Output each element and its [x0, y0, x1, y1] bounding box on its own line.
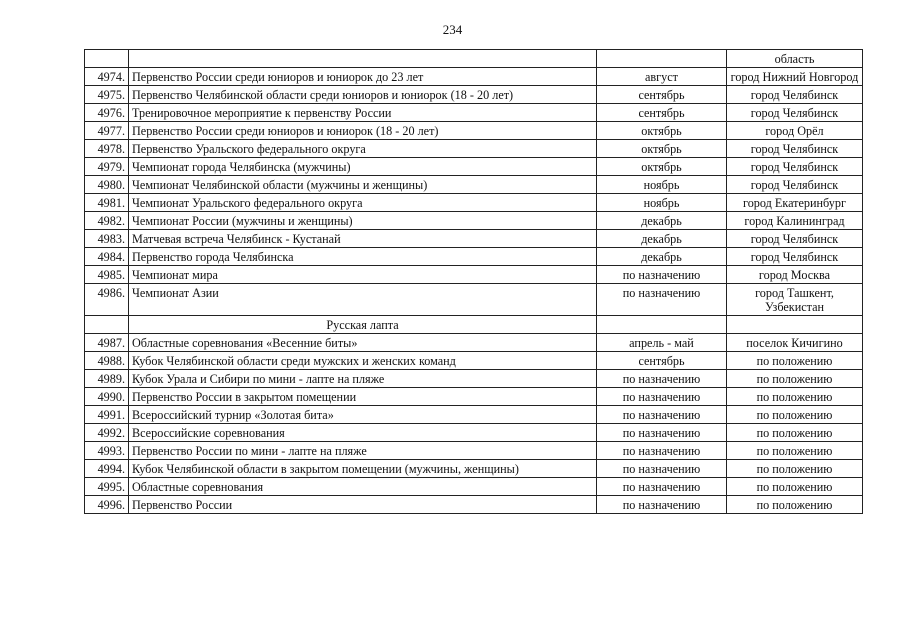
table-row	[85, 352, 863, 370]
event-place-cell: город Челябинск	[727, 86, 863, 104]
events-table-body	[85, 50, 863, 514]
table-row	[85, 248, 863, 266]
event-date-cell: по назначению	[597, 460, 727, 478]
event-name-cell: Чемпионат Азии	[129, 284, 597, 316]
section-place-cell	[727, 316, 863, 334]
row-number-cell: 4991.	[85, 406, 129, 424]
table-row	[85, 496, 863, 514]
event-place-cell: по положению	[727, 460, 863, 478]
event-place-cell: поселок Кичигино	[727, 334, 863, 352]
table-row	[85, 194, 863, 212]
event-place-cell: город Челябинск	[727, 248, 863, 266]
row-number-cell: 4982.	[85, 212, 129, 230]
row-number-cell: 4974.	[85, 68, 129, 86]
event-name-cell: Первенство Уральского федерального округа	[129, 140, 597, 158]
row-number-cell: 4983.	[85, 230, 129, 248]
event-date-cell: сентябрь	[597, 104, 727, 122]
event-name-cell: Первенство Челябинской области среди юниоров и юниорок (18 - 20 лет)	[129, 86, 597, 104]
event-place-cell: город Челябинск	[727, 104, 863, 122]
event-date-cell: по назначению	[597, 284, 727, 316]
event-place-cell: город Нижний Новгород	[727, 68, 863, 86]
table-row	[85, 176, 863, 194]
table-row	[85, 424, 863, 442]
event-date-cell: декабрь	[597, 230, 727, 248]
row-number-cell: 4988.	[85, 352, 129, 370]
event-name-cell: Матчевая встреча Челябинск - Кустанай	[129, 230, 597, 248]
row-number-cell: 4986.	[85, 284, 129, 316]
event-date-cell: ноябрь	[597, 176, 727, 194]
event-place-cell: город Москва	[727, 266, 863, 284]
section-row	[85, 316, 863, 334]
table-row	[85, 334, 863, 352]
event-name-cell: Первенство России по мини - лапте на пляже	[129, 442, 597, 460]
event-name-cell: Чемпионат города Челябинска (мужчины)	[129, 158, 597, 176]
row-number-cell: 4993.	[85, 442, 129, 460]
row-number-cell: 4977.	[85, 122, 129, 140]
event-name-cell: Первенство России в закрытом помещении	[129, 388, 597, 406]
event-name-cell: Областные соревнования	[129, 478, 597, 496]
event-place-cell: город Челябинск	[727, 230, 863, 248]
event-place-cell: город Челябинск	[727, 158, 863, 176]
event-name-cell: Первенство города Челябинска	[129, 248, 597, 266]
event-date-cell: октябрь	[597, 122, 727, 140]
event-name-cell: Чемпионат Челябинской области (мужчины и женщины)	[129, 176, 597, 194]
event-date-cell: по назначению	[597, 496, 727, 514]
page-number: 234	[442, 22, 463, 37]
event-date-cell: сентябрь	[597, 352, 727, 370]
table-row	[85, 370, 863, 388]
row-number-cell: 4979.	[85, 158, 129, 176]
row-number-cell: 4984.	[85, 248, 129, 266]
event-place-cell: город Челябинск	[727, 176, 863, 194]
event-date-cell: декабрь	[597, 248, 727, 266]
event-date-cell: декабрь	[597, 212, 727, 230]
event-name-cell: Первенство России среди юниоров и юниорок до 23 лет	[129, 68, 597, 86]
table-row	[85, 212, 863, 230]
row-number-cell: 4995.	[85, 478, 129, 496]
row-number-cell: 4981.	[85, 194, 129, 212]
row-number-cell: 4990.	[85, 388, 129, 406]
event-date-cell: по назначению	[597, 406, 727, 424]
row-number-cell: 4985.	[85, 266, 129, 284]
continuation-row	[85, 50, 863, 68]
table-row	[85, 478, 863, 496]
table-row	[85, 158, 863, 176]
row-number-cell: 4994.	[85, 460, 129, 478]
continuation-num-cell	[85, 50, 129, 68]
event-place-cell: по положению	[727, 406, 863, 424]
event-date-cell: сентябрь	[597, 86, 727, 104]
event-date-cell: по назначению	[597, 370, 727, 388]
table-row	[85, 460, 863, 478]
event-name-cell: Чемпионат мира	[129, 266, 597, 284]
event-place-cell: по положению	[727, 442, 863, 460]
table-row	[85, 388, 863, 406]
row-number-cell: 4989.	[85, 370, 129, 388]
event-date-cell: по назначению	[597, 266, 727, 284]
event-place-cell: по положению	[727, 496, 863, 514]
table-row	[85, 104, 863, 122]
table-row	[85, 442, 863, 460]
table-row	[85, 86, 863, 104]
event-name-cell: Чемпионат России (мужчины и женщины)	[129, 212, 597, 230]
event-date-cell: по назначению	[597, 478, 727, 496]
continuation-date-cell	[597, 50, 727, 68]
event-date-cell: по назначению	[597, 442, 727, 460]
event-name-cell: Кубок Челябинской области среди мужских и женских команд	[129, 352, 597, 370]
event-name-cell: Чемпионат Уральского федерального округа	[129, 194, 597, 212]
event-place-cell: по положению	[727, 352, 863, 370]
table-row	[85, 266, 863, 284]
table-row	[85, 122, 863, 140]
event-place-cell: по положению	[727, 388, 863, 406]
event-date-cell: октябрь	[597, 158, 727, 176]
row-number-cell: 4976.	[85, 104, 129, 122]
event-name-cell: Первенство России среди юниоров и юниорок (18 - 20 лет)	[129, 122, 597, 140]
section-title: Русская лапта	[129, 316, 597, 334]
event-place-cell: по положению	[727, 370, 863, 388]
table-row	[85, 406, 863, 424]
event-date-cell: апрель - май	[597, 334, 727, 352]
continuation-name-cell	[129, 50, 597, 68]
table-row	[85, 230, 863, 248]
event-place-cell: город Ташкент, Узбекистан	[727, 284, 863, 316]
continuation-place-cell: область	[727, 50, 863, 68]
event-date-cell: по назначению	[597, 424, 727, 442]
event-name-cell: Первенство России	[129, 496, 597, 514]
event-name-cell: Всероссийские соревнования	[129, 424, 597, 442]
event-place-cell: город Калининград	[727, 212, 863, 230]
table-row	[85, 140, 863, 158]
event-name-cell: Областные соревнования «Весенние биты»	[129, 334, 597, 352]
table-row	[85, 284, 863, 316]
row-number-cell: 4978.	[85, 140, 129, 158]
row-number-cell: 4996.	[85, 496, 129, 514]
event-place-cell: по положению	[727, 424, 863, 442]
event-date-cell: по назначению	[597, 388, 727, 406]
event-name-cell: Кубок Челябинской области в закрытом помещении (мужчины, женщины)	[129, 460, 597, 478]
row-number-cell: 4992.	[85, 424, 129, 442]
event-date-cell: август	[597, 68, 727, 86]
row-number-cell: 4987.	[85, 334, 129, 352]
event-name-cell: Тренировочное мероприятие к первенству России	[129, 104, 597, 122]
events-table	[84, 49, 863, 514]
event-place-cell: по положению	[727, 478, 863, 496]
event-date-cell: ноябрь	[597, 194, 727, 212]
row-number-cell: 4980.	[85, 176, 129, 194]
event-place-cell: город Челябинск	[727, 140, 863, 158]
section-date-cell	[597, 316, 727, 334]
event-date-cell: октябрь	[597, 140, 727, 158]
event-place-cell: город Екатеринбург	[727, 194, 863, 212]
event-name-cell: Всероссийский турнир «Золотая бита»	[129, 406, 597, 424]
event-place-cell: город Орёл	[727, 122, 863, 140]
section-num-cell	[85, 316, 129, 334]
table-row	[85, 68, 863, 86]
event-name-cell: Кубок Урала и Сибири по мини - лапте на пляже	[129, 370, 597, 388]
row-number-cell: 4975.	[85, 86, 129, 104]
